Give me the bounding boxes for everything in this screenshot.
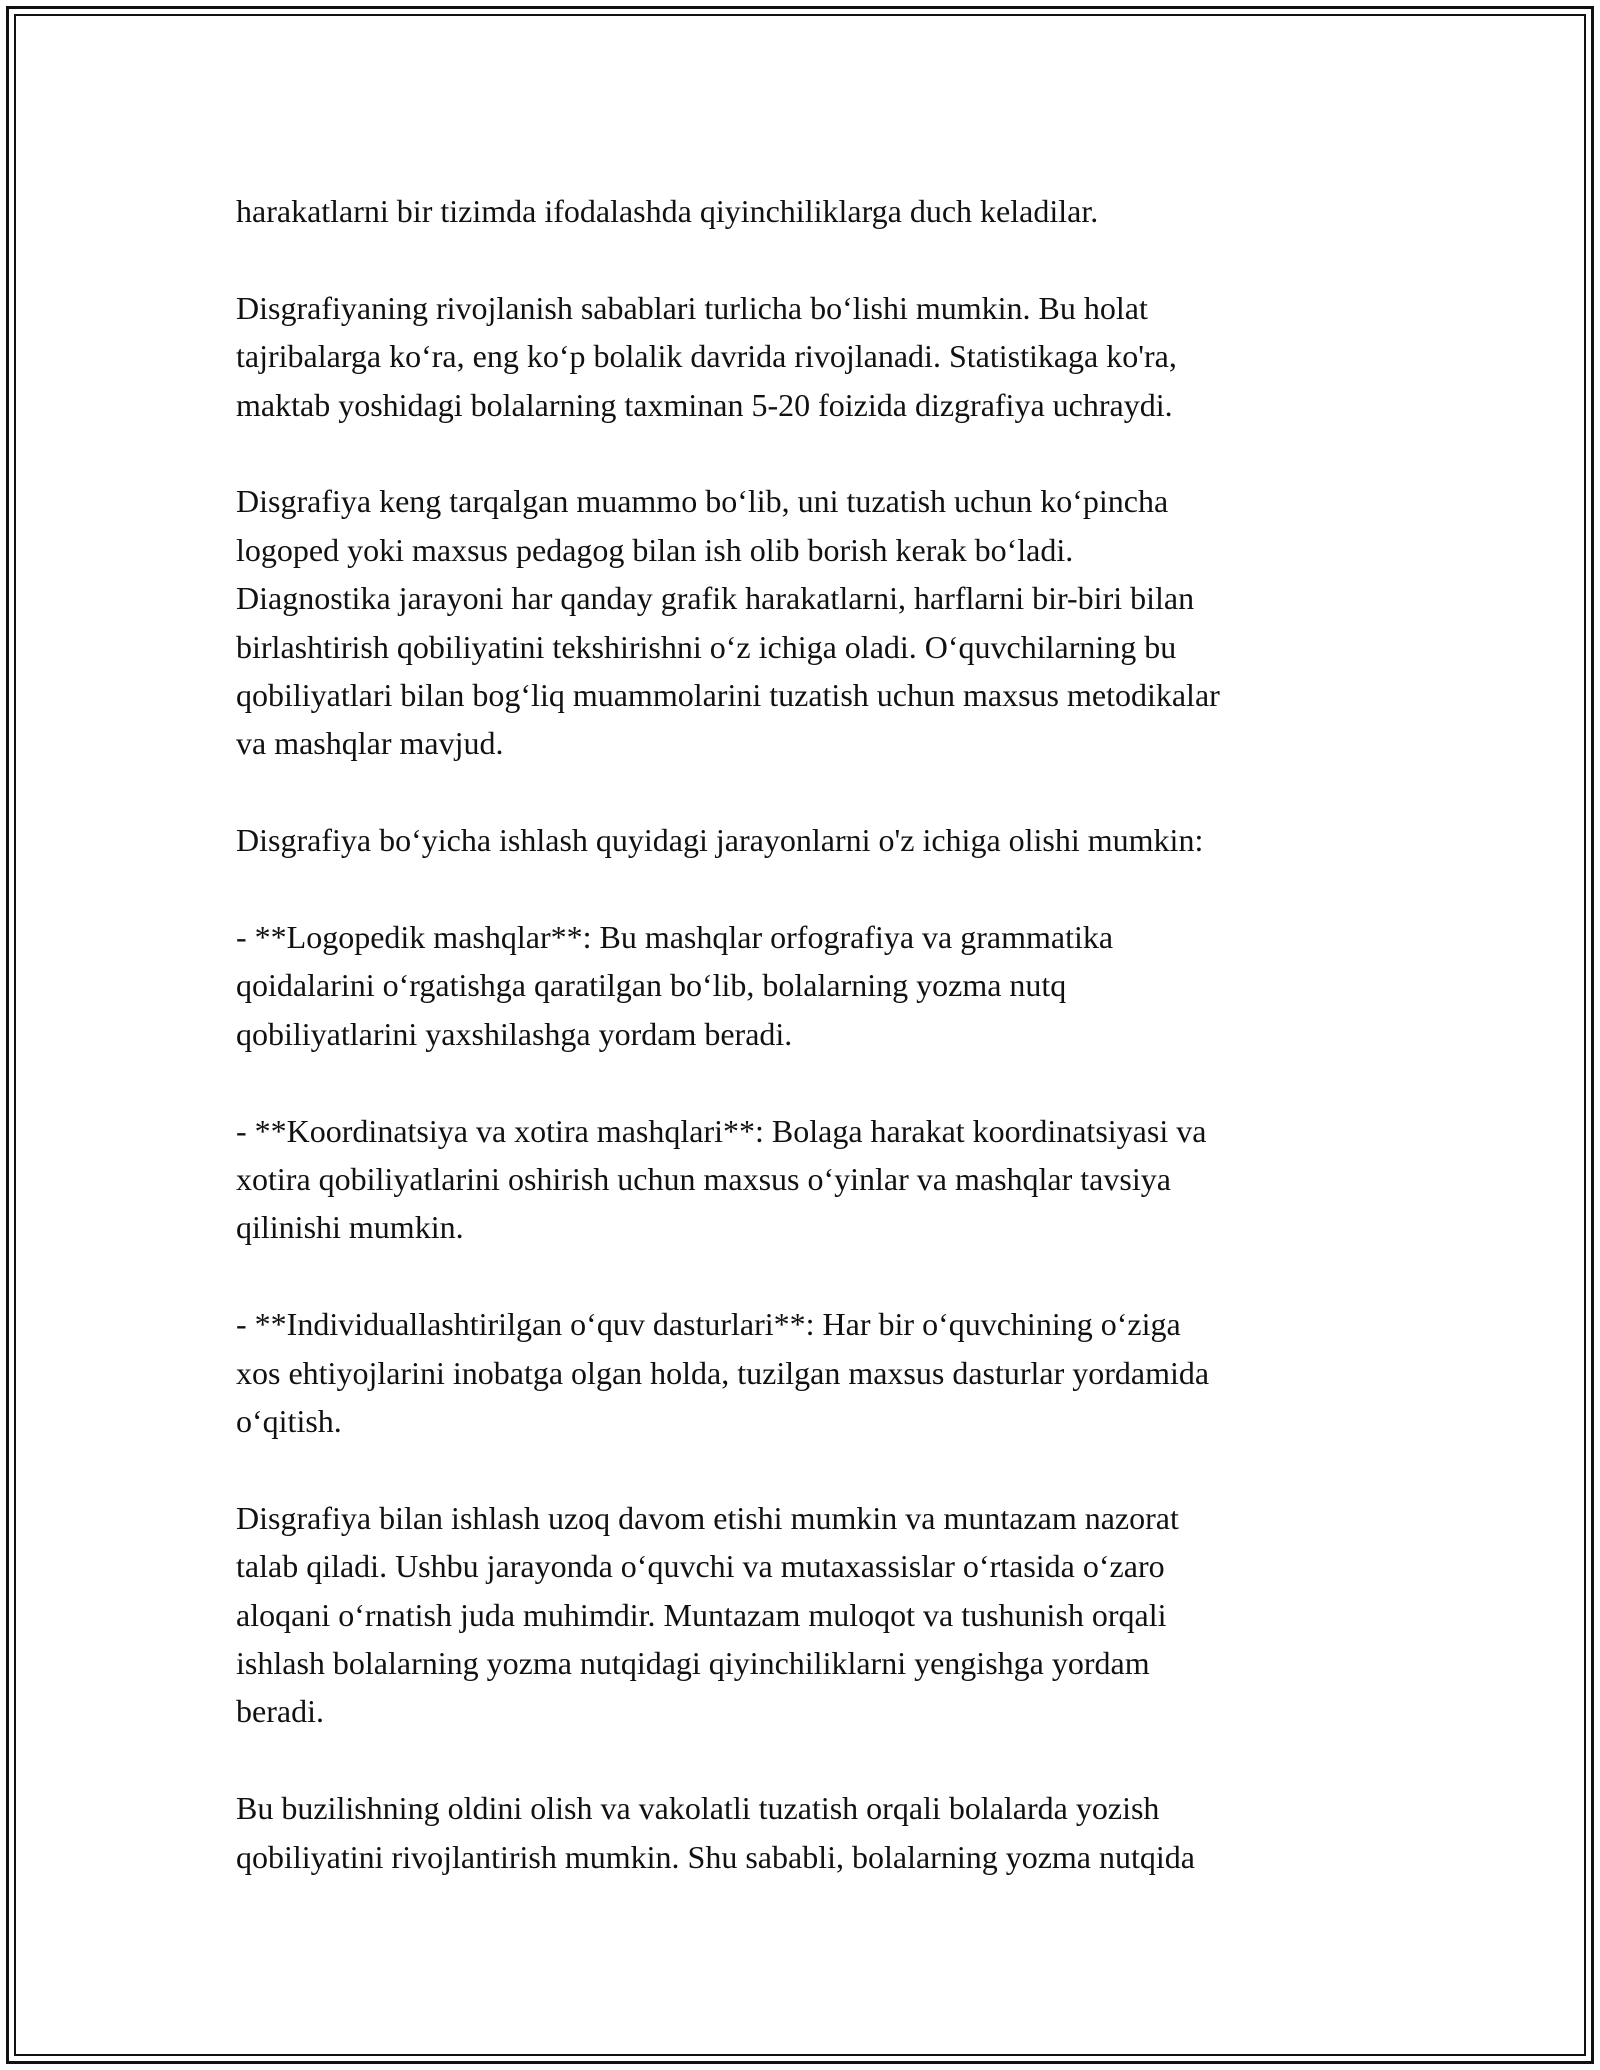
paragraph bbox=[236, 477, 1386, 767]
text-line: xos ehtiyojlarini inobatga olgan holda, tuzilgan maxsus dasturlar yordamida bbox=[236, 1354, 1210, 1391]
paragraph bbox=[236, 913, 1386, 1058]
text-line: Bu buzilishning oldini olish va vakolatli tuzatish orqali bolalarda yozish bbox=[236, 1790, 1160, 1827]
text-line: qilinishi mumkin. bbox=[236, 1209, 464, 1246]
text-line: - **Logopedik mashqlar**: Bu mashqlar orfografiya va grammatika bbox=[236, 919, 1114, 956]
text-line: Disgrafiyaning rivojlanish sabablari turlicha boʻlishi mumkin. Bu holat bbox=[236, 289, 1148, 326]
text-line: talab qiladi. Ushbu jarayonda oʻquvchi va mutaxassislar oʻrtasida oʻzaro bbox=[236, 1548, 1165, 1585]
text-line: Disgrafiya bilan ishlash uzoq davom etishi mumkin va muntazam nazorat bbox=[236, 1499, 1179, 1536]
text-line: Diagnostika jarayoni har qanday grafik harakatlarni, harflarni bir-biri bilan bbox=[236, 580, 1195, 617]
text-line: qobiliyatini rivojlantirish mumkin. Shu sababli, bolalarning yozma nutqida bbox=[236, 1838, 1195, 1875]
text-line: Disgrafiya boʻyicha ishlash quyidagi jarayonlarni o'z ichiga olishi mumkin: bbox=[236, 822, 1204, 859]
paragraph bbox=[236, 816, 1386, 864]
text-line: harakatlarni bir tizimda ifodalashda qiyinchiliklarga duch keladilar. bbox=[236, 193, 1099, 229]
paragraph bbox=[236, 1300, 1386, 1445]
paragraph bbox=[236, 1784, 1386, 1881]
text-line: maktab yoshidagi bolalarning taxminan 5-20 foizida dizgrafiya uchraydi. bbox=[236, 386, 1173, 423]
text-line: qobiliyatlari bilan bogʻliq muammolarini tuzatish uchun maxsus metodikalar bbox=[236, 677, 1220, 714]
text-line: Disgrafiya keng tarqalgan muammo boʻlib, uni tuzatish uchun koʻpincha bbox=[236, 483, 1169, 520]
paragraph bbox=[236, 1494, 1386, 1736]
text-line: xotira qobiliyatlarini oshirish uchun maxsus oʻyinlar va mashqlar tavsiya bbox=[236, 1161, 1171, 1198]
text-line: beradi. bbox=[236, 1693, 324, 1730]
text-line: qoidalarini oʻrgatishga qaratilgan boʻlib, bolalarning yozma nutq bbox=[236, 967, 1067, 1004]
text-line: aloqani oʻrnatish juda muhimdir. Muntazam muloqot va tushunish orqali bbox=[236, 1596, 1167, 1633]
text-line: - **Koordinatsiya va xotira mashqlari**: Bolaga harakat koordinatsiyasi va bbox=[236, 1112, 1207, 1149]
document-body bbox=[236, 187, 1386, 1881]
text-line: logoped yoki maxsus pedagog bilan ish olib borish kerak boʻladi. bbox=[236, 531, 1074, 568]
text-line: va mashqlar mavjud. bbox=[236, 725, 504, 762]
text-line: - **Individuallashtirilgan oʻquv dasturlari**: Har bir oʻquvchining oʻziga bbox=[236, 1306, 1181, 1343]
text-line: tajribalarga koʻra, eng koʻp bolalik davrida rivojlanadi. Statistikaga ko'ra, bbox=[236, 338, 1177, 375]
paragraph bbox=[236, 187, 1386, 235]
text-line: oʻqitish. bbox=[236, 1403, 342, 1440]
text-line: birlashtirish qobiliyatini tekshirishni oʻz ichiga oladi. Oʻquvchilarning bu bbox=[236, 628, 1177, 665]
paragraph bbox=[236, 284, 1386, 429]
text-line: ishlash bolalarning yozma nutqidagi qiyinchiliklarni yengishga yordam bbox=[236, 1645, 1150, 1682]
paragraph bbox=[236, 1107, 1386, 1252]
text-line: qobiliyatlarini yaxshilashga yordam beradi. bbox=[236, 1015, 793, 1052]
